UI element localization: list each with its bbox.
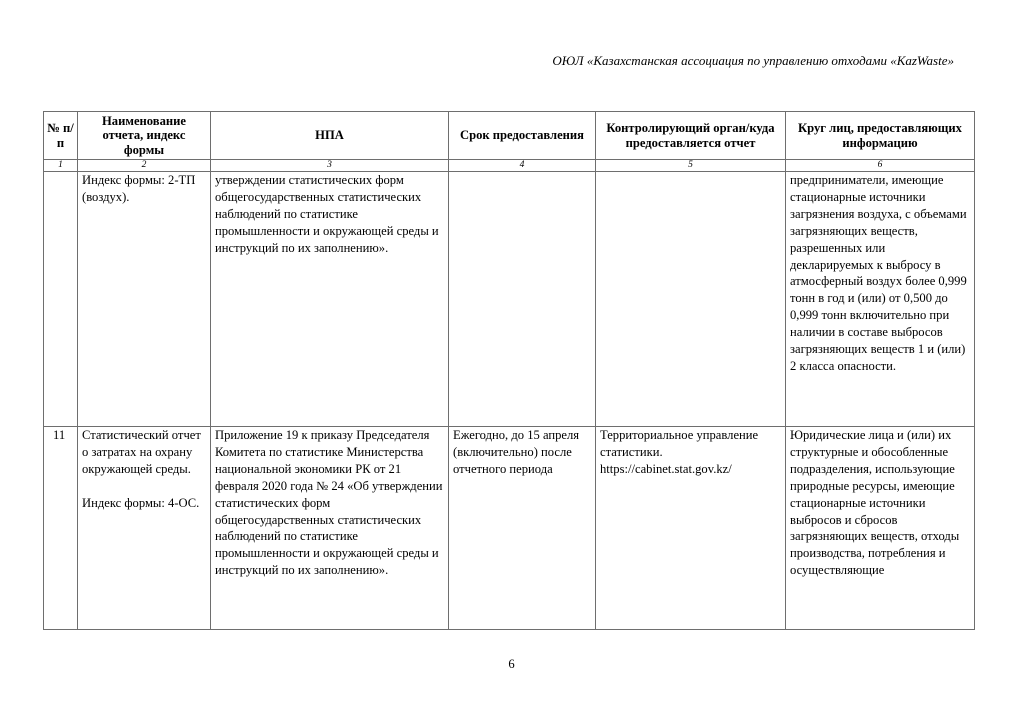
report-form-index: Индекс формы: 4-ОС. xyxy=(82,495,200,510)
report-name-cell xyxy=(78,172,211,427)
report-name-cell xyxy=(78,427,211,630)
column-number: 4 xyxy=(449,160,596,172)
authority-cell xyxy=(596,172,786,427)
table-row xyxy=(44,427,975,630)
document-header: ОЮЛ «Казахстанская ассоциация по управлению отходами «KazWaste» xyxy=(552,53,954,68)
column-header: НПА xyxy=(211,112,449,160)
page-number: 6 xyxy=(508,657,515,671)
column-number: 2 xyxy=(78,160,211,172)
column-header: Контролирующий орган/куда предоставляется отчет xyxy=(596,112,786,160)
column-number: 1 xyxy=(44,160,78,172)
column-header: № п/п xyxy=(44,112,78,160)
row-number: 11 xyxy=(44,427,78,630)
column-number: 6 xyxy=(786,160,975,172)
paragraph-gap xyxy=(82,478,206,495)
column-header: Наименование отчета, индекс формы xyxy=(78,112,211,160)
npa-cell: утверждении статистических форм общегосударственных статистических наблюдений по статистике промышленности и окружающей среды и инструкций по их заполнению». xyxy=(211,172,449,427)
reports-table xyxy=(43,111,975,630)
column-number: 5 xyxy=(596,160,786,172)
npa-cell: Приложение 19 к приказу Председателя Комитета по статистике Министерства национальной экономики РК от 21 февраля 2020 года № 24 «Об утверждении статистических форм общегосударственных статистических наблюдений по статистике промышленности и окружающей среды и инструкций по их заполнению». xyxy=(211,427,449,630)
respondents-cell: Юридические лица и (или) их структурные и обособленные подразделения, использующие природные ресурсы, имеющие стационарные источники выбросов и сбросов загрязняющих веществ, отходы производства, потребления и осуществляющие xyxy=(786,427,975,630)
report-name: Статистический отчет о затратах на охрану окружающей среды. xyxy=(82,428,201,476)
table-row xyxy=(44,172,975,427)
deadline-cell: Ежегодно, до 15 апреля (включительно) после отчетного периода xyxy=(449,427,596,630)
authority-cell: Территориальное управление статистики. https://cabinet.stat.gov.kz/ xyxy=(596,427,786,630)
column-header: Круг лиц, предоставляющих информацию xyxy=(786,112,975,160)
column-header: Срок предоставления xyxy=(449,112,596,160)
table-header-row xyxy=(44,112,975,160)
report-form-index: Индекс формы: 2-ТП (воздух). xyxy=(82,173,196,204)
respondents-cell: предприниматели, имеющие стационарные источники загрязнения воздуха, с объемами загрязняющих веществ, разрешенных или декларируемых к выбросу в атмосферный воздух более 0,999 тонн в год и (или) от 0,500 до 0,999 тонн включительно при наличии в составе выбросов загрязняющих веществ 1 и (или) 2 класса опасности. xyxy=(786,172,975,427)
row-number xyxy=(44,172,78,427)
column-number: 3 xyxy=(211,160,449,172)
deadline-cell xyxy=(449,172,596,427)
column-number-row xyxy=(44,160,975,172)
